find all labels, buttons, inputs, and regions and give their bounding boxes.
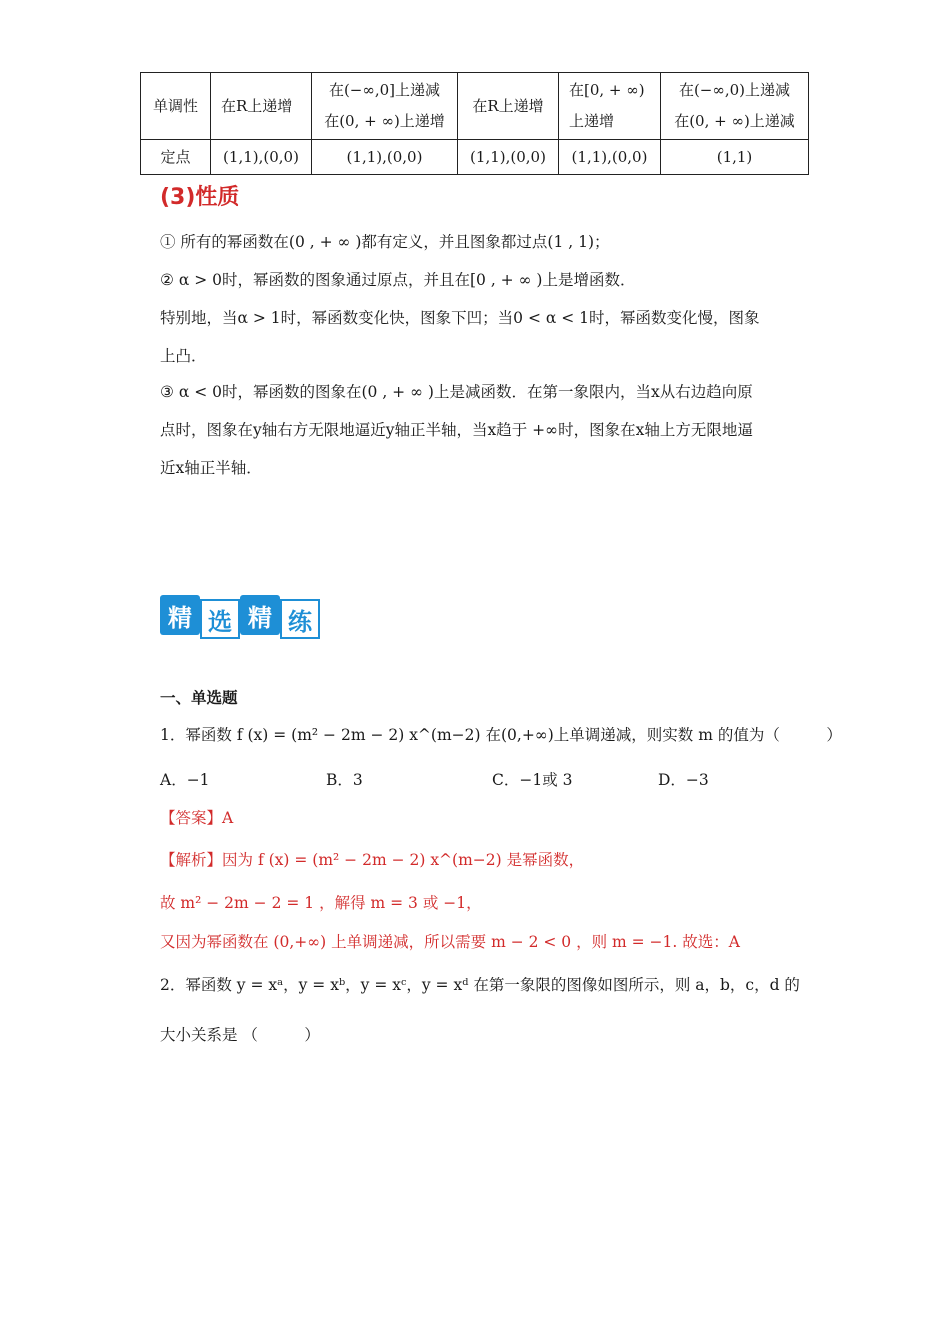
cell-fixed-point-3: (1,1),(0,0) bbox=[458, 140, 559, 175]
row-header-fixed-point: 定点 bbox=[141, 140, 211, 175]
question-1-suffix: 在(0,+∞)上单调递减，则实数 m 的值为（ ） bbox=[485, 726, 842, 744]
logo-char: 精 bbox=[240, 595, 280, 635]
cell-line: 在(−∞,0]上递减 bbox=[328, 81, 441, 99]
question-1-analysis-line-3: 又因为幂函数在 (0,+∞) 上单调递减，所以需要 m − 2 < 0 ，则 m = −1. 故选：A bbox=[160, 933, 740, 951]
cell-fixed-point-5: (1,1) bbox=[661, 140, 809, 175]
answer-tag: 【答案】 bbox=[160, 809, 223, 827]
section-title: 一、单选题 bbox=[160, 689, 238, 707]
fixed-point-row bbox=[141, 140, 809, 175]
row-header-monotonicity: 单调性 bbox=[141, 73, 211, 140]
question-1-stem bbox=[160, 723, 842, 745]
option-a: A．−1 bbox=[160, 771, 210, 789]
option-d: D．−3 bbox=[658, 771, 709, 789]
cell-monotonicity-3: 在R上递增 bbox=[458, 73, 559, 140]
property-2-note-line-2: 上凸． bbox=[160, 347, 207, 365]
answer-value: A bbox=[222, 809, 234, 827]
properties-heading: (3)性质 bbox=[160, 185, 240, 210]
property-1: ① 所有的幂函数在(0 , + ∞ )都有定义，并且图象都过点(1 , 1)； bbox=[160, 233, 610, 251]
logo-char: 精 bbox=[160, 595, 200, 635]
cell-fixed-point-4: (1,1),(0,0) bbox=[559, 140, 661, 175]
cell-fixed-point-2: (1,1),(0,0) bbox=[312, 140, 458, 175]
cell-monotonicity-5 bbox=[661, 73, 809, 140]
question-1-prefix: 1．幂函数 bbox=[160, 726, 232, 744]
jingxuan-jinglian-logo bbox=[160, 595, 320, 639]
property-2-note-line-1: 特别地，当α > 1时，幂函数变化快，图象下凹；当0 < α < 1时，幂函数变化慢，图象 bbox=[160, 309, 760, 327]
question-1-expression: f (x) = (m² − 2m − 2) x^(m−2) bbox=[236, 726, 481, 744]
cell-monotonicity-2 bbox=[312, 73, 458, 140]
cell-line: 在(0, + ∞)上递减 bbox=[674, 112, 795, 130]
cell-monotonicity-1: 在R上递增 bbox=[211, 73, 312, 140]
question-1-analysis-line-1 bbox=[160, 848, 584, 870]
cell-line: 在[0, + ∞) bbox=[569, 81, 645, 99]
question-2-line-1: 2．幂函数 y = xᵃ，y = xᵇ，y = xᶜ，y = xᵈ 在第一象限的图像如图所示，则 a，b，c，d 的 bbox=[160, 976, 800, 994]
question-1-answer bbox=[160, 806, 233, 828]
property-2: ② α > 0时，幂函数的图象通过原点，并且在[0 , + ∞ )上是增函数． bbox=[160, 271, 636, 289]
property-3-line-1: ③ α < 0时，幂函数的图象在(0 , + ∞ )上是减函数．在第一象限内，当x从右边趋向原 bbox=[160, 383, 753, 401]
cell-monotonicity-4 bbox=[559, 73, 661, 140]
analysis-text: 因为 f (x) = (m² − 2m − 2) x^(m−2) 是幂函数， bbox=[222, 851, 585, 869]
logo-char: 选 bbox=[200, 599, 240, 639]
cell-line: 在(−∞,0)上递减 bbox=[678, 81, 791, 99]
question-2-line-2: 大小关系是 （ ） bbox=[160, 1026, 320, 1044]
logo-char: 练 bbox=[280, 599, 320, 639]
cell-line: 上递增 bbox=[569, 112, 615, 130]
question-1-analysis-line-2: 故 m² − 2m − 2 = 1 ，解得 m = 3 或 −1， bbox=[160, 894, 482, 912]
option-b: B．3 bbox=[326, 771, 363, 789]
option-c: C．−1或 3 bbox=[492, 771, 573, 789]
power-function-properties-table bbox=[140, 72, 809, 175]
cell-line: 在(0, + ∞)上递增 bbox=[324, 112, 445, 130]
property-3-line-2: 点时，图象在y轴右方无限地逼近y轴正半轴，当x趋于 +∞时，图象在x轴上方无限地逼 bbox=[160, 421, 753, 439]
property-3-line-3: 近x轴正半轴． bbox=[160, 459, 262, 477]
cell-fixed-point-1: (1,1),(0,0) bbox=[211, 140, 312, 175]
monotonicity-row bbox=[141, 73, 809, 140]
analysis-tag: 【解析】 bbox=[160, 851, 223, 869]
